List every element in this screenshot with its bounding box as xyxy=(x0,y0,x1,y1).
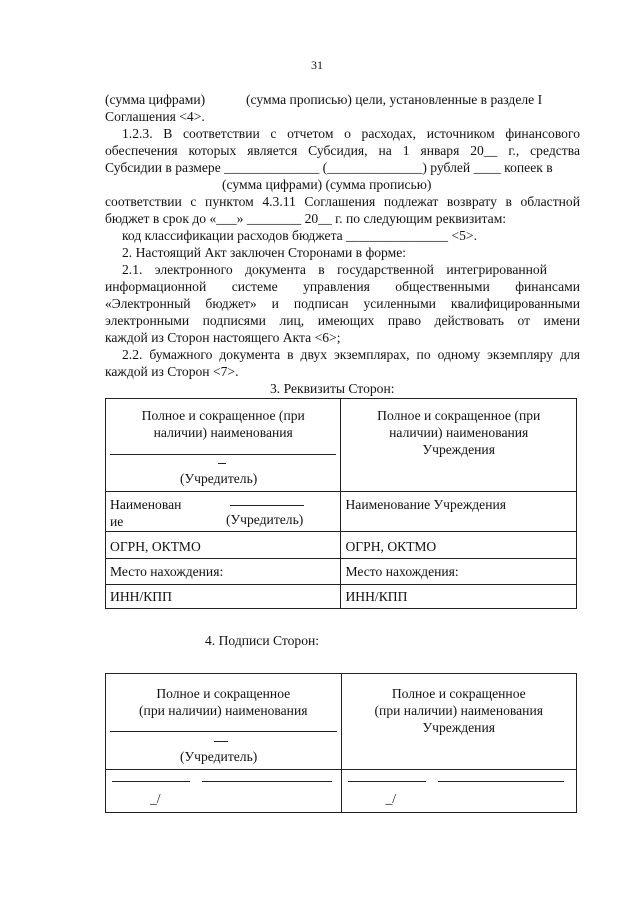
institution-sign-header-line-3: Учреждения xyxy=(422,720,495,735)
founder-header-line-2: наличии) наименования xyxy=(153,425,293,440)
requisites-table xyxy=(105,398,577,609)
institution-header-line-3: Учреждения xyxy=(422,442,495,457)
body-line-11: 2.1. электронного документа в государственной интегрированной xyxy=(122,262,547,277)
founder-sign-header-line-2: (при наличии) наименования xyxy=(139,703,308,718)
body-line-12: информационной системе управления общественными финансами xyxy=(105,279,580,294)
sum-captions: (сумма цифрами) (сумма прописью) xyxy=(222,177,432,192)
institution-inn-cell: ИНН/КПП xyxy=(341,585,577,609)
body-line-4: обеспечения которых является Субсидия, на 1 января 20__ г., средства xyxy=(105,143,580,158)
body-line-5: Субсидии в размере ______________ (______________) рублей ____ копеек в xyxy=(105,160,553,175)
founder-ogrn-cell: ОГРН, ОКТМО xyxy=(106,532,341,559)
founder-name-cell xyxy=(106,492,341,532)
founder-inn-cell: ИНН/КПП xyxy=(106,585,341,609)
founder-name-caption: (Учредитель) xyxy=(226,512,304,527)
institution-sign-header-cell xyxy=(341,674,577,770)
signatures-table xyxy=(105,673,577,813)
institution-name-cell xyxy=(341,492,577,532)
founder-name-line xyxy=(110,454,336,455)
founder-caption: (Учредитель) xyxy=(180,471,258,486)
name-row xyxy=(106,492,577,532)
body-line-16: 2.2. бумажного документа в двух экземплярах, по одному экземпляру для xyxy=(122,347,580,362)
institution-signature-slash: _/ xyxy=(385,791,397,806)
ogrn-row xyxy=(106,532,577,559)
institution-name-label: Наименование Учреждения xyxy=(345,497,506,512)
founder-name-label-2: ие xyxy=(110,514,124,529)
founder-header-line-1: Полное и сокращенное (при xyxy=(141,408,305,423)
body-line-2: Соглашения <4>. xyxy=(105,109,205,124)
institution-signature-line xyxy=(348,781,426,782)
founder-signature-line xyxy=(112,781,190,782)
body-line-14: электронными подписями лиц, имеющих право действовать от имени xyxy=(105,313,580,328)
institution-signature-cell xyxy=(341,770,577,813)
section-3-title: 3. Реквизиты Сторон: xyxy=(270,381,395,396)
founder-name-blank xyxy=(230,505,304,506)
institution-ogrn-cell: ОГРН, ОКТМО xyxy=(341,532,577,559)
founder-signature-slash: _/ xyxy=(150,791,161,806)
signature-row xyxy=(106,770,577,813)
body-line-8: бюджет в срок до «___» ________ 20__ г. по следующим реквизитам: xyxy=(105,211,507,226)
body-line-13: «Электронный бюджет» и подписан усиленными квалифицированными xyxy=(105,296,580,311)
founder-sign-header-line-1: Полное и сокращенное xyxy=(156,686,291,701)
institution-sign-header-line-1: Полное и сокращенное xyxy=(391,686,526,701)
inn-row xyxy=(106,585,577,609)
founder-sign-header-cell xyxy=(106,674,342,770)
founder-sign-name-line xyxy=(110,731,337,732)
body-line-7: соответствии с пунктом 4.3.11 Соглашения подлежат возврату в областной xyxy=(105,194,580,209)
founder-signature-cell xyxy=(106,770,342,813)
body-line-10: 2. Настоящий Акт заключен Сторонами в форме: xyxy=(122,245,407,260)
signatures-header-row xyxy=(106,674,577,770)
body-line-17: каждой из Сторон <7>. xyxy=(105,364,239,379)
founder-signature-name-line xyxy=(202,781,332,782)
institution-signature-name-line xyxy=(438,781,564,782)
institution-sign-header-line-2: (при наличии) наименования xyxy=(374,703,543,718)
founder-sign-short-line xyxy=(214,741,228,742)
body-line-9: код классификации расходов бюджета _______________ <5>. xyxy=(122,228,477,243)
founder-name-label-1: Наименован xyxy=(110,497,182,512)
section-4-title: 4. Подписи Сторон: xyxy=(205,633,320,648)
founder-sign-caption: (Учредитель) xyxy=(180,749,258,764)
requisites-header-row xyxy=(106,399,577,492)
body-line-1: (сумма прописью) цели, установленные в разделе I xyxy=(246,92,543,107)
page-number: 31 xyxy=(311,58,323,72)
institution-header-cell xyxy=(341,399,577,492)
body-line-15: каждой из Сторон настоящего Акта <6>; xyxy=(105,330,341,345)
founder-location-cell: Место нахождения: xyxy=(106,559,341,585)
body-line-3: 1.2.3. В соответствии с отчетом о расходах, источником финансового xyxy=(122,126,580,141)
institution-header-line-1: Полное и сокращенное (при xyxy=(377,408,541,423)
institution-header-line-2: наличии) наименования xyxy=(389,425,529,440)
location-row xyxy=(106,559,577,585)
institution-location-cell: Место нахождения: xyxy=(341,559,577,585)
founder-header-cell xyxy=(106,399,341,492)
sum-digits-caption: (сумма цифрами) xyxy=(105,92,206,107)
founder-short-line xyxy=(218,463,226,464)
